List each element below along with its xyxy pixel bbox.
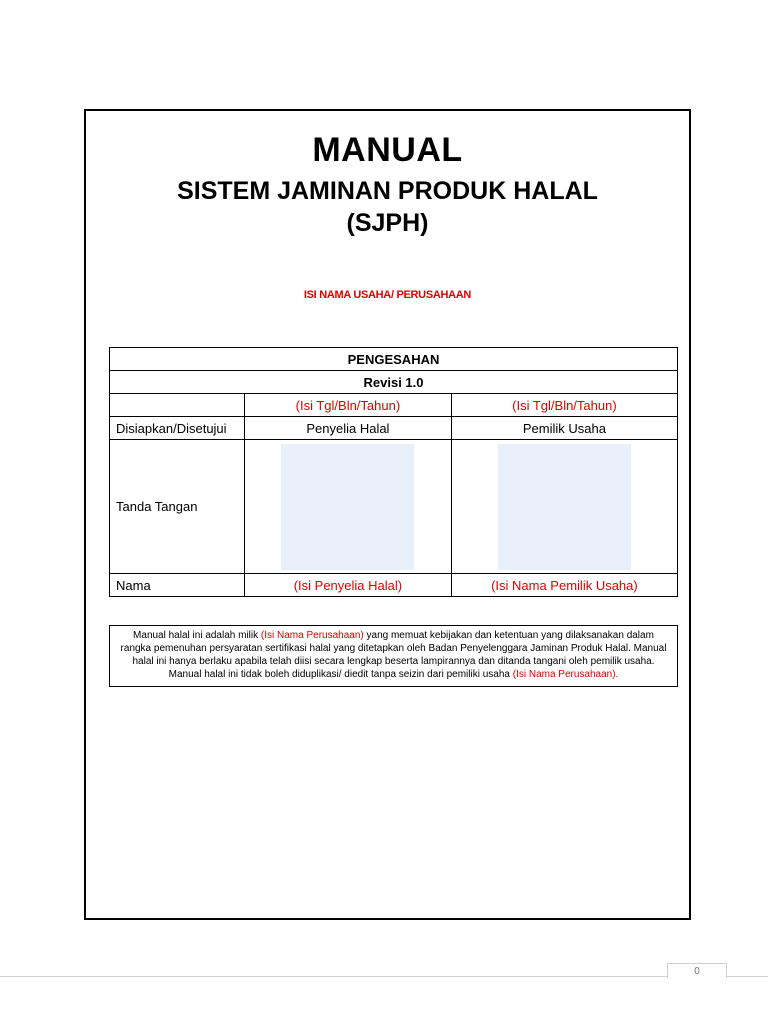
table-row xyxy=(110,417,678,440)
table-row xyxy=(110,371,678,394)
name-label: Nama xyxy=(110,574,245,597)
notice-company-2: (Isi Nama Perusahaan). xyxy=(512,669,619,680)
document-subtitle xyxy=(86,175,689,239)
signature-box-owner[interactable] xyxy=(498,444,631,570)
role-owner: Pemilik Usaha xyxy=(451,417,677,440)
name-supervisor: (Isi Penyelia Halal) xyxy=(245,574,452,597)
signature-cell-supervisor xyxy=(245,440,452,574)
signature-label: Tanda Tangan xyxy=(110,440,245,574)
signature-cell-owner xyxy=(451,440,677,574)
signature-box-supervisor[interactable] xyxy=(281,444,414,570)
date-cell-supervisor: (Isi Tgl/Bln/Tahun) xyxy=(245,394,452,417)
name-owner: (Isi Nama Pemilik Usaha) xyxy=(451,574,677,597)
footer-divider xyxy=(0,976,768,977)
prepared-approved-label: Disiapkan/Disetujui xyxy=(110,417,245,440)
approval-header: PENGESAHAN xyxy=(110,348,678,371)
subtitle-line-1: SISTEM JAMINAN PRODUK HALAL xyxy=(177,177,598,205)
ownership-notice xyxy=(109,625,678,687)
subtitle-line-2: (SJPH) xyxy=(346,209,429,237)
role-supervisor: Penyelia Halal xyxy=(245,417,452,440)
table-row xyxy=(110,440,678,574)
company-name-placeholder: ISI NAMA USAHA/ PERUSAHAAN xyxy=(303,289,472,301)
table-row xyxy=(110,394,678,417)
document-frame xyxy=(84,109,691,920)
approval-table xyxy=(109,347,678,597)
table-row xyxy=(110,574,678,597)
page-number: 0 xyxy=(667,963,727,978)
table-row xyxy=(110,348,678,371)
empty-cell xyxy=(110,394,245,417)
notice-text-2: yang memuat kebijakan dan ketentuan yang dilaksanakan dalam rangka pemenuhan persyaratan sertifikasi halal yang ditetapkan oleh Badan Penyelenggara Jaminan Produk Halal. Manual halal ini hanya berlaku apabila telah diisi secara lengkap beserta lampirannya dan ditanda tangani oleh pemilik usaha. Manual halal ini tidak boleh diduplikasi/ diedit tanpa seizin dari pemiliki usaha xyxy=(120,630,667,680)
revision-label: Revisi 1.0 xyxy=(110,371,678,394)
date-cell-owner: (Isi Tgl/Bln/Tahun) xyxy=(451,394,677,417)
notice-text-1: Manual halal ini adalah milik xyxy=(133,630,261,641)
document-title: MANUAL xyxy=(312,131,463,169)
notice-company-1: (Isi Nama Perusahaan) xyxy=(260,630,364,641)
